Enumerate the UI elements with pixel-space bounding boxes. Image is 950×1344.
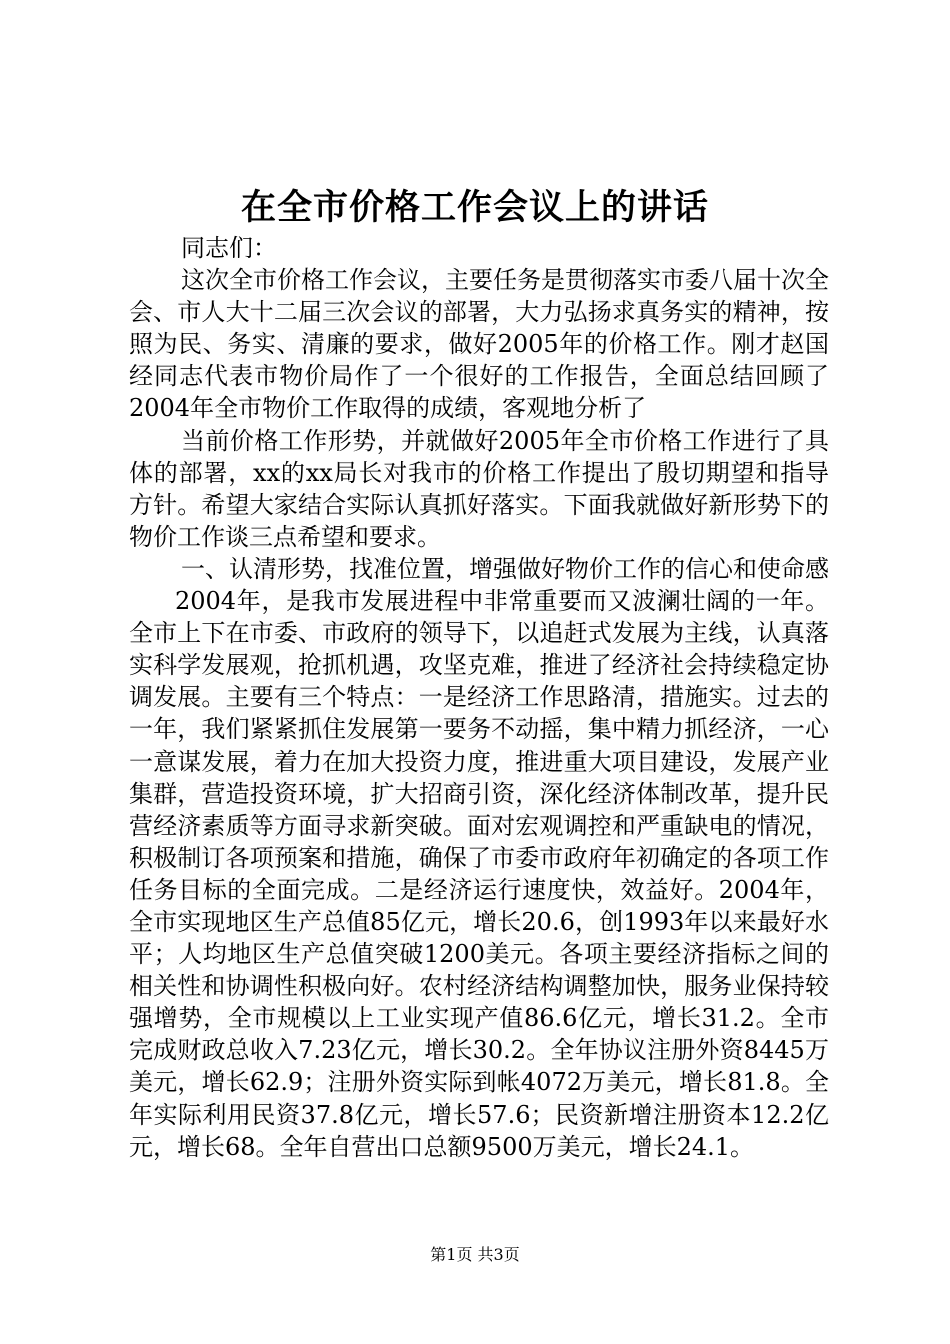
page-number-footer: 第1页 共3页 bbox=[430, 1245, 520, 1264]
document-title: 在全市价格工作会议上的讲话 bbox=[240, 187, 709, 228]
intro-paragraph: 这次全市价格工作会议，主要任务是贯彻落实市委八届十次全会、市人大十二届三次会议的部署，大力弘扬求真务实的精神，按照为民、务实、清廉的要求，做好2005年的价格工作。刚才赵国经同志代表市物价局作了一个很好的工作报告，全面总结回顾了2004年全市物价工作取得的成绩，客观地分析了 bbox=[129, 266, 829, 423]
section-heading-1: 一、认清形势，找准位置，增强做好物价工作的信心和使命感 bbox=[181, 554, 829, 583]
review-paragraph: 2004年，是我市发展进程中非常重要而又波澜壮阔的一年。全市上下在市委、市政府的领导下，以追赶式发展为主线，认真落实科学发展观，抢抓机遇，攻坚克难，推进了经济社会持续稳定协调发展。主要有三个特点：一是经济工作思路清，措施实。过去的一年，我们紧紧抓住发展第一要务不动摇，集中精力抓经济，一心一意谋发展，着力在加大投资力度，推进重大项目建设，发展产业集群，营造投资环境，扩大招商引资，深化经济体制改革，提升民营经济素质等方面寻求新突破。面对宏观调控和严重缺电的情况，积极制订各项预案和措施，确保了市委市政府年初确定的各项工作任务目标的全面完成。二是经济运行速度快，效益好。2004年，全市实现地区生产总值85亿元，增长20.6，创1993年以来最好水平；人均地区生产总值突破1200美元。各项主要经济指标之间的相关性和协调性积极向好。农村经济结构调整加快，服务业保持较强增势，全市规模以上工业实现产值86.6亿元，增长31.2。全市完成财政总收入7.23亿元，增长30.2。全年协议注册外资8445万美元，增长62.9；注册外资实际到帐4072万美元，增长81.8。全年实际利用民资37.8亿元，增长57.6；民资新增注册资本12.2亿元，增长68。全年自营出口总额9500万美元，增长24.1。 bbox=[129, 587, 829, 1161]
task-paragraph: 当前价格工作形势，并就做好2005年全市价格工作进行了具体的部署，xx的xx局长对我市的价格工作提出了殷切期望和指导方针。希望大家结合实际认真抓好落实。下面我就做好新形势下的物价工作谈三点希望和要求。 bbox=[129, 426, 829, 551]
salutation-paragraph: 同志们： bbox=[181, 234, 277, 262]
document-body bbox=[129, 232, 829, 1163]
